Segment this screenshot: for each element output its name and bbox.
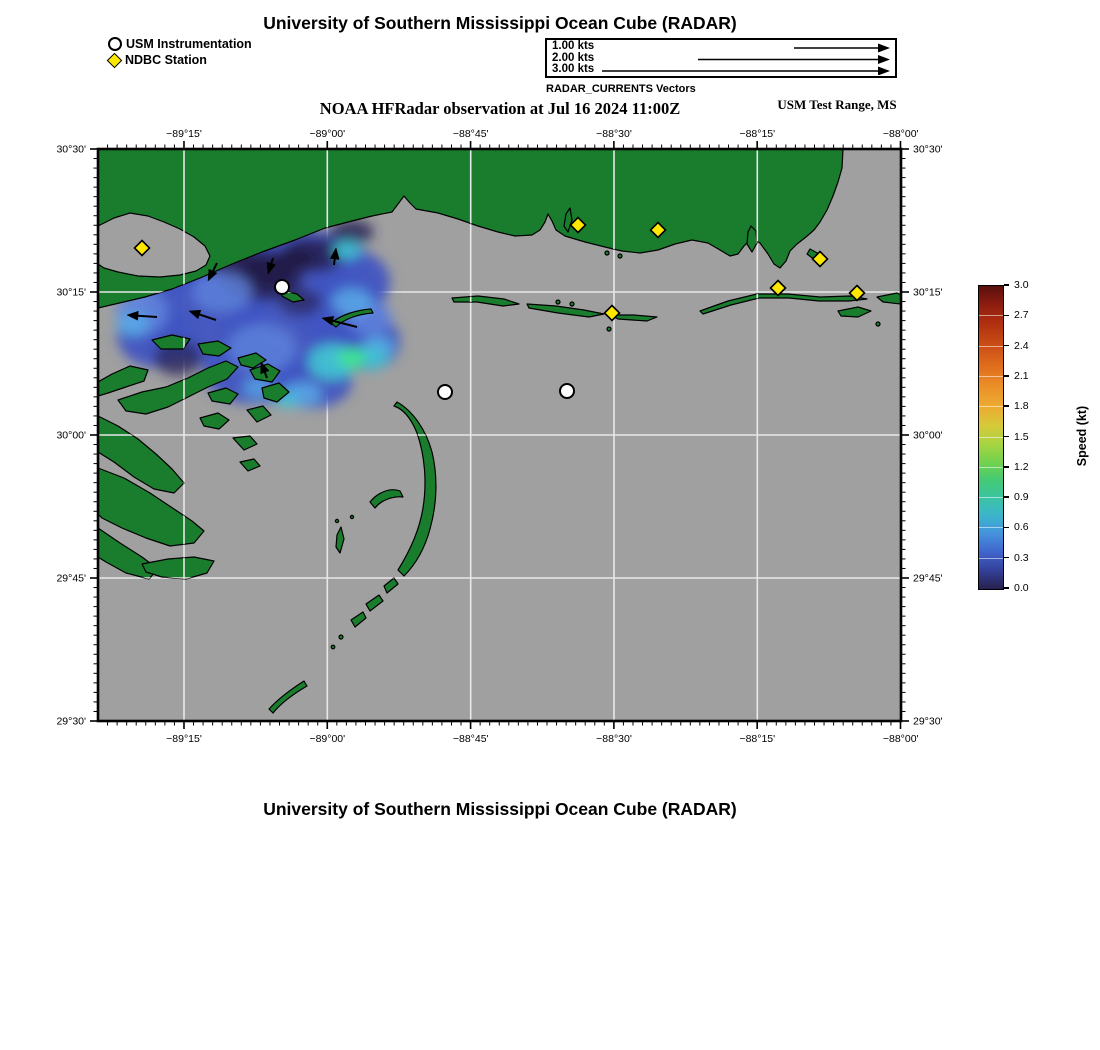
colorbar-tick-label: 0.3 xyxy=(1014,551,1029,564)
colorbar-tick xyxy=(1004,284,1009,286)
speed-blob xyxy=(338,348,366,368)
lat-tick-label-right: 30°30' xyxy=(913,143,943,156)
colorbar-tick-label: 1.8 xyxy=(1014,400,1029,413)
lat-tick-label-right: 30°00' xyxy=(913,429,943,442)
page-title: University of Southern Mississippi Ocean Cube (RADAR) xyxy=(263,13,737,33)
lat-tick-label-left: 29°45' xyxy=(56,572,86,585)
lon-tick-label-top: −88°15' xyxy=(739,128,776,140)
lat-tick-label-left: 29°30' xyxy=(56,715,86,728)
colorbar-tick xyxy=(1004,527,1009,529)
colorbar-tick xyxy=(1004,496,1009,498)
colorbar-tick xyxy=(1004,587,1009,589)
colorbar-level-line xyxy=(979,315,1003,316)
islet xyxy=(618,254,622,258)
colorbar-axis-label: Speed (kt) xyxy=(1075,405,1089,467)
colorbar xyxy=(978,285,1004,590)
islet xyxy=(335,519,338,522)
lon-tick-label-bottom: −88°30' xyxy=(596,733,632,745)
islet xyxy=(339,635,343,639)
colorbar-level-line xyxy=(979,467,1003,468)
scale-label-3kt: 3.00 kts xyxy=(552,63,595,75)
lon-tick-label-top: −88°45' xyxy=(452,128,489,140)
colorbar-tick xyxy=(1004,436,1009,438)
speed-blob xyxy=(275,246,315,270)
usm-station-marker xyxy=(560,384,574,398)
lon-tick-label-top: −88°30' xyxy=(596,128,632,140)
colorbar-tick xyxy=(1004,315,1009,317)
lon-tick-label-bottom: −88°15' xyxy=(739,733,776,745)
lon-tick-label-bottom: −88°45' xyxy=(452,733,489,745)
islet xyxy=(876,322,880,326)
colorbar-tick-label: 0.0 xyxy=(1014,582,1029,594)
footer-title: University of Southern Mississippi Ocean Cube (RADAR) xyxy=(263,799,737,819)
colorbar-tick xyxy=(1004,345,1009,347)
colorbar-level-line xyxy=(979,406,1003,407)
islet xyxy=(607,327,611,331)
colorbar-tick-label: 2.1 xyxy=(1014,369,1029,382)
colorbar-tick xyxy=(1004,557,1009,559)
usm-station-marker xyxy=(438,385,452,399)
lon-tick-label-bottom: −89°00' xyxy=(309,733,346,745)
colorbar-tick-label: 0.6 xyxy=(1014,521,1029,534)
lat-tick-label-left: 30°15' xyxy=(56,286,86,299)
legend-label-ndbc: NDBC Station xyxy=(125,53,207,67)
lat-tick-label-right: 29°30' xyxy=(913,715,943,728)
lat-tick-label-right: 29°45' xyxy=(913,572,943,585)
colorbar-tick-label: 2.4 xyxy=(1014,339,1029,352)
lon-tick-label-top: −88°00' xyxy=(882,128,919,140)
lon-tick-label-bottom: −88°00' xyxy=(882,733,919,745)
colorbar-level-line xyxy=(979,527,1003,528)
lon-tick-label-top: −89°15' xyxy=(166,128,202,140)
lon-tick-label-top: −89°00' xyxy=(309,128,346,140)
colorbar-level-line xyxy=(979,376,1003,377)
observation-subtitle: NOAA HFRadar observation at Jul 16 2024 11:00Z xyxy=(319,99,681,118)
lat-tick-label-left: 30°00' xyxy=(56,429,86,442)
islet xyxy=(605,251,609,255)
colorbar-level-line xyxy=(979,346,1003,347)
legend-label-usm: USM Instrumentation xyxy=(126,37,252,51)
colorbar-level-line xyxy=(979,497,1003,498)
colorbar-tick xyxy=(1004,466,1009,468)
lon-tick-label-bottom: −89°15' xyxy=(166,733,202,745)
colorbar-level-line xyxy=(979,437,1003,438)
colorbar-tick-label: 1.2 xyxy=(1014,460,1029,473)
colorbar-tick-label: 1.5 xyxy=(1014,430,1029,443)
usm-station-marker xyxy=(275,280,289,294)
islet xyxy=(556,300,560,304)
islet xyxy=(350,515,353,518)
colorbar-tick-label: 3.0 xyxy=(1014,279,1029,291)
colorbar-tick-label: 2.7 xyxy=(1014,309,1029,322)
colorbar-tick xyxy=(1004,405,1009,407)
lat-tick-label-left: 30°30' xyxy=(56,143,86,156)
vector-scale-caption: RADAR_CURRENTS Vectors xyxy=(546,83,696,95)
colorbar-tick xyxy=(1004,375,1009,377)
islet xyxy=(331,645,335,649)
colorbar-level-line xyxy=(979,558,1003,559)
range-label: USM Test Range, MS xyxy=(777,97,897,112)
colorbar-tick-label: 0.9 xyxy=(1014,491,1029,504)
vector-shaft xyxy=(136,316,157,317)
scale-label-2kt: 2.00 kts xyxy=(552,51,595,64)
islet xyxy=(570,302,574,306)
lat-tick-label-right: 30°15' xyxy=(913,286,943,299)
scale-label-1kt: 1.00 kts xyxy=(552,40,595,52)
